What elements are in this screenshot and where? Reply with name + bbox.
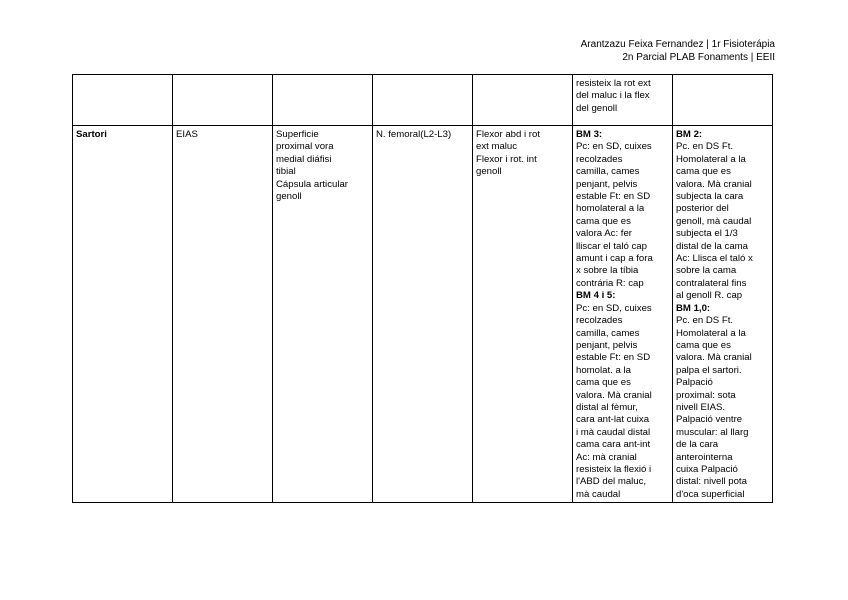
cell-line: mà caudal (576, 488, 621, 500)
cell-line: genoll (476, 166, 502, 178)
cell-line: cama que es (576, 215, 631, 227)
cell-line: Pc: en SD, cuixes (576, 141, 652, 153)
cell-line: Ac: mà cranial (576, 451, 637, 463)
cell-line: Ac: Llisca el taló x (676, 253, 753, 265)
table-cell (673, 75, 773, 126)
cell-line: posterior del (676, 203, 729, 215)
test-grade-heading: BM 2: (676, 129, 703, 140)
cell-line: proximal vora (276, 141, 334, 153)
cell-line: valora Ac: fer (576, 228, 632, 240)
cell-line: contrária R: cap (576, 277, 644, 289)
cell-line: Palpació ventre (676, 414, 743, 426)
cell-line: resisteix la rot ext (576, 78, 651, 89)
cell-line: proximal: sota (676, 389, 736, 401)
cell-line: cara ant-lat cuixa (576, 414, 650, 426)
cell-line: Flexor i rot. int (476, 153, 537, 165)
cell-line: medial diáfisi (276, 153, 332, 165)
cell-line: del genoll (576, 102, 618, 114)
cell-line: distal al fèmur, (576, 401, 638, 413)
cell-line: distal: nivell pota (676, 476, 747, 488)
cell-line: amunt i cap a fora (576, 253, 653, 265)
header-course-line: 2n Parcial PLAB Fonaments | EEII (622, 52, 775, 63)
cell-line: estable Ft: en SD (576, 352, 651, 364)
cell-line: cama que es (676, 166, 731, 178)
cell-line: Homolateral a la (676, 327, 746, 339)
cell-line: camilla, cames (576, 327, 640, 339)
table-row (73, 126, 773, 503)
cell-line: recolzades (576, 315, 623, 327)
cell-line: genoll, mà caudal (676, 215, 752, 227)
cell-line: ext maluc (476, 141, 518, 153)
cell-line: Flexor abd i rot (476, 129, 540, 140)
action-cell (473, 126, 573, 503)
table-cell (473, 75, 573, 126)
cell-line: Cápsula articular (276, 178, 348, 190)
table-row (73, 75, 773, 126)
cell-line: homolateral a la (576, 203, 645, 215)
muscle-test-cell-high (573, 126, 673, 503)
origin-text: EIAS (176, 129, 198, 140)
origin-cell (173, 126, 273, 503)
cell-line: nivell EIAS. (676, 401, 726, 413)
cell-line: Pc: en SD, cuixes (576, 302, 652, 314)
cell-line: camilla, cames (576, 166, 640, 178)
muscle-name-cell (73, 126, 173, 503)
cell-line: subjecta el 1/3 (676, 228, 738, 240)
test-grade-heading: BM 1,0: (676, 302, 711, 314)
cell-line: estable Ft: en SD (576, 191, 651, 203)
cell-line: Palpació (676, 377, 713, 389)
muscle-name: Sartori (76, 129, 107, 140)
cell-line: muscular: al llarg (676, 426, 749, 438)
cell-line: cama que es (576, 377, 631, 389)
cell-line: subjecta la cara (676, 191, 744, 203)
cell-line: Pc. en DS Ft. (676, 141, 734, 153)
cell-line: l'ABD del maluc, (576, 476, 647, 488)
cell-line: contralateral fins (676, 277, 747, 289)
cell-line: anterointerna (676, 451, 733, 463)
cell-line: resisteix la flexió i (576, 463, 652, 475)
cell-line: i mà caudal distal (576, 426, 651, 438)
cell-line: valora. Mà cranial (676, 352, 752, 364)
muscle-test-cell-low (673, 126, 773, 503)
cell-line: recolzades (576, 153, 623, 165)
cell-line: penjant, pelvis (576, 178, 638, 190)
cell-line: d'oca superficial (676, 488, 745, 500)
nerve-cell (373, 126, 473, 503)
cell-line: de la cara (676, 439, 719, 451)
cell-line: Superficie (276, 129, 319, 140)
cell-line: valora. Mà cranial (576, 389, 652, 401)
cell-line: valora. Mà cranial (676, 178, 752, 190)
cell-line: Pc. en DS Ft. (676, 315, 734, 327)
muscle-table (72, 74, 773, 503)
cell-line: cama cara ant-int (576, 439, 651, 451)
header-author-line: Arantzazu Feixa Fernandez | 1r Fisioterápia (580, 39, 775, 50)
table-cell (173, 75, 273, 126)
table-cell (373, 75, 473, 126)
table-cell (273, 75, 373, 126)
page-header (581, 38, 775, 64)
cell-line: genoll (276, 191, 302, 203)
cell-line: cama que es (676, 339, 731, 351)
test-grade-heading: BM 3: (576, 129, 603, 140)
cell-line: palpa el sartori. (676, 364, 742, 376)
test-grade-heading: BM 4 i 5: (576, 290, 616, 302)
cell-line: al genoll R. cap (676, 290, 743, 302)
cell-line: x sobre la tíbia (576, 265, 639, 277)
cell-line: distal de la cama (676, 240, 748, 252)
cell-line: sobre la cama (676, 265, 737, 277)
nerve-text: N. femoral(L2-L3) (376, 129, 452, 140)
prev-test-cell (573, 75, 673, 126)
cell-line: tibial (276, 166, 296, 178)
cell-line: lliscar el taló cap (576, 240, 647, 252)
table-cell (73, 75, 173, 126)
cell-line: homolat. a la (576, 364, 631, 376)
cell-line: Homolateral a la (676, 153, 746, 165)
cell-line: del maluc i la flex (576, 90, 650, 102)
cell-line: penjant, pelvis (576, 339, 638, 351)
insertion-cell (273, 126, 373, 503)
cell-line: cuixa Palpació (676, 463, 738, 475)
